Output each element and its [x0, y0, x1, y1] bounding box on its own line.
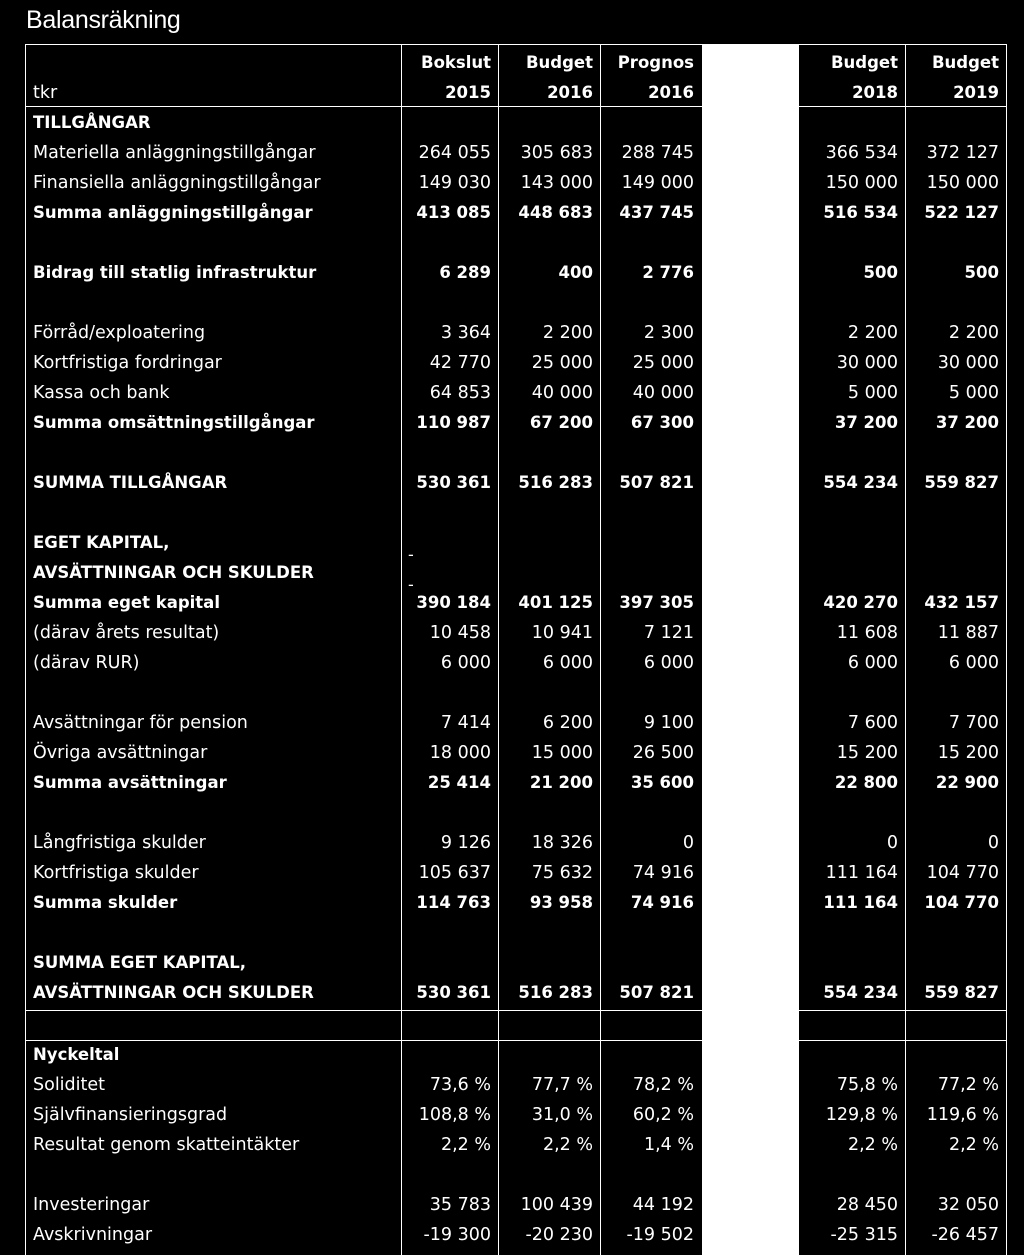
header-cell: Prognos	[617, 53, 694, 72]
table-row	[0, 828, 1024, 858]
value-cell: 149 030	[418, 173, 491, 193]
table-row	[0, 1070, 1024, 1100]
value-cell: 6 000	[847, 653, 898, 673]
table-row	[0, 1130, 1024, 1160]
value-cell: 40 000	[632, 383, 694, 403]
value-cell: -26 457	[931, 1225, 999, 1245]
value-cell: 44 192	[632, 1195, 694, 1215]
value-cell: 559 827	[924, 983, 999, 1002]
value-cell: 413 085	[416, 203, 491, 222]
dash-mark: -	[408, 545, 414, 564]
value-cell: -19 300	[423, 1225, 491, 1245]
value-cell: 2,2 %	[440, 1135, 491, 1155]
value-cell: 7 121	[643, 623, 694, 643]
value-cell: 108,8 %	[418, 1105, 491, 1125]
header-cell: Budget	[830, 53, 898, 72]
table-row	[0, 888, 1024, 918]
section-divider	[25, 1010, 1007, 1011]
value-cell: 37 200	[834, 413, 898, 432]
value-cell: 150 000	[926, 173, 999, 193]
value-cell: 9 126	[440, 833, 491, 853]
row-label: Summa eget kapital	[33, 593, 220, 612]
value-cell: 2,2 %	[542, 1135, 593, 1155]
value-cell: 22 900	[935, 773, 999, 792]
value-cell: 149 000	[621, 173, 694, 193]
value-cell: 7 700	[948, 713, 999, 733]
row-label: (därav årets resultat)	[33, 623, 220, 643]
row-label: Summa avsättningar	[33, 773, 227, 792]
value-cell: 75 632	[531, 863, 593, 883]
header-cell: Bokslut	[421, 53, 491, 72]
row-label: Kortfristiga fordringar	[33, 353, 222, 373]
row-label: TILLGÅNGAR	[33, 113, 151, 132]
value-cell: 15 000	[531, 743, 593, 763]
table-row	[0, 378, 1024, 408]
value-cell: 100 439	[520, 1195, 593, 1215]
page-title: Balansräkning	[26, 6, 181, 34]
table-row	[0, 588, 1024, 618]
header-cell: Budget	[525, 53, 593, 72]
value-cell: 2 300	[643, 323, 694, 343]
row-label: AVSÄTTNINGAR OCH SKULDER	[33, 563, 314, 582]
value-cell: 25 414	[427, 773, 491, 792]
value-cell: 30 000	[836, 353, 898, 373]
row-label: EGET KAPITAL,	[33, 533, 170, 552]
value-cell: 32 050	[937, 1195, 999, 1215]
table-row	[0, 108, 1024, 138]
header-cell: 2019	[953, 83, 999, 102]
value-cell: 372 127	[926, 143, 999, 163]
value-cell: 0	[886, 833, 898, 853]
value-cell: 119,6 %	[926, 1105, 999, 1125]
row-label: Självfinansieringsgrad	[33, 1105, 228, 1125]
table-row	[0, 348, 1024, 378]
table-row	[0, 1190, 1024, 1220]
value-cell: -19 502	[626, 1225, 694, 1245]
value-cell: 64 853	[429, 383, 491, 403]
value-cell: 7 414	[440, 713, 491, 733]
value-cell: 129,8 %	[825, 1105, 898, 1125]
table-row	[0, 138, 1024, 168]
value-cell: 26 500	[632, 743, 694, 763]
value-cell: 111 164	[825, 863, 898, 883]
header-cell: 2016	[648, 83, 694, 102]
value-cell: 74 916	[630, 893, 694, 912]
value-cell: 559 827	[924, 473, 999, 492]
table-row	[0, 978, 1024, 1008]
value-cell: 420 270	[823, 593, 898, 612]
value-cell: -25 315	[830, 1225, 898, 1245]
value-cell: 67 300	[630, 413, 694, 432]
header-row-type	[0, 48, 1024, 78]
value-cell: 6 000	[948, 653, 999, 673]
row-label: Långfristiga skulder	[33, 833, 206, 853]
value-cell: 18 326	[531, 833, 593, 853]
value-cell: 105 637	[418, 863, 491, 883]
value-cell: 15 200	[937, 743, 999, 763]
table-row	[0, 618, 1024, 648]
value-cell: 264 055	[418, 143, 491, 163]
row-label: Resultat genom skatteintäkter	[33, 1135, 300, 1155]
row-label: Avsättningar för pension	[33, 713, 248, 733]
row-label: Avskrivningar	[33, 1225, 153, 1245]
table-row	[0, 768, 1024, 798]
value-cell: 516 283	[518, 983, 593, 1002]
row-label: Summa anläggningstillgångar	[33, 203, 313, 222]
value-cell: 35 600	[630, 773, 694, 792]
value-cell: 2 776	[642, 263, 694, 282]
value-cell: 25 000	[531, 353, 593, 373]
value-cell: 390 184	[416, 593, 491, 612]
value-cell: 60,2 %	[632, 1105, 694, 1125]
value-cell: 397 305	[619, 593, 694, 612]
value-cell: 6 200	[542, 713, 593, 733]
value-cell: 18 000	[429, 743, 491, 763]
value-cell: 73,6 %	[429, 1075, 491, 1095]
value-cell: 401 125	[518, 593, 593, 612]
value-cell: 448 683	[518, 203, 593, 222]
header-cell: 2015	[445, 83, 491, 102]
value-cell: 111 164	[823, 893, 898, 912]
table-row	[0, 408, 1024, 438]
value-cell: 10 941	[531, 623, 593, 643]
header-cell: Budget	[931, 53, 999, 72]
value-cell: 150 000	[825, 173, 898, 193]
table-row	[0, 948, 1024, 978]
value-cell: 500	[863, 263, 898, 282]
value-cell: 75,8 %	[836, 1075, 898, 1095]
row-label: Övriga avsättningar	[33, 743, 208, 763]
value-cell: 530 361	[416, 983, 491, 1002]
value-cell: 104 770	[924, 893, 999, 912]
value-cell: 516 534	[823, 203, 898, 222]
row-label: (därav RUR)	[33, 653, 140, 673]
value-cell: 37 200	[935, 413, 999, 432]
value-cell: -20 230	[525, 1225, 593, 1245]
value-cell: 530 361	[416, 473, 491, 492]
value-cell: 143 000	[520, 173, 593, 193]
table-row	[0, 648, 1024, 678]
row-label: Kortfristiga skulder	[33, 863, 199, 883]
table-row	[0, 528, 1024, 564]
value-cell: 74 916	[632, 863, 694, 883]
value-cell: 114 763	[416, 893, 491, 912]
row-label: Nyckeltal	[33, 1045, 120, 1064]
header-cell: 2016	[547, 83, 593, 102]
value-cell: 104 770	[926, 863, 999, 883]
table-row	[0, 318, 1024, 348]
value-cell: 77,2 %	[937, 1075, 999, 1095]
value-cell: 40 000	[531, 383, 593, 403]
value-cell: 35 783	[429, 1195, 491, 1215]
value-cell: 554 234	[823, 983, 898, 1002]
row-label: Summa omsättningstillgångar	[33, 413, 315, 432]
value-cell: 78,2 %	[632, 1075, 694, 1095]
row-label: Bidrag till statlig infrastruktur	[33, 263, 317, 282]
value-cell: 5 000	[847, 383, 898, 403]
value-cell: 25 000	[632, 353, 694, 373]
value-cell: 507 821	[619, 473, 694, 492]
value-cell: 6 000	[542, 653, 593, 673]
row-label: Investeringar	[33, 1195, 150, 1215]
value-cell: 6 000	[440, 653, 491, 673]
value-cell: 42 770	[429, 353, 491, 373]
value-cell: 10 458	[429, 623, 491, 643]
value-cell: 110 987	[416, 413, 491, 432]
row-label: AVSÄTTNINGAR OCH SKULDER	[33, 983, 314, 1002]
table-row	[0, 468, 1024, 498]
value-cell: 2 200	[847, 323, 898, 343]
row-label: Summa skulder	[33, 893, 178, 912]
dash-mark: -	[408, 575, 414, 594]
value-cell: 432 157	[924, 593, 999, 612]
value-cell: 500	[964, 263, 999, 282]
value-cell: 516 283	[518, 473, 593, 492]
value-cell: 11 887	[937, 623, 999, 643]
value-cell: 7 600	[847, 713, 898, 733]
table-row	[0, 258, 1024, 288]
value-cell: 93 958	[529, 893, 593, 912]
table-row	[0, 858, 1024, 888]
value-cell: 507 821	[619, 983, 694, 1002]
table-row	[0, 708, 1024, 738]
value-cell: 3 364	[440, 323, 491, 343]
table-row	[0, 168, 1024, 198]
value-cell: 6 289	[439, 263, 491, 282]
value-cell: 67 200	[529, 413, 593, 432]
value-cell: 522 127	[924, 203, 999, 222]
value-cell: 554 234	[823, 473, 898, 492]
value-cell: 288 745	[621, 143, 694, 163]
value-cell: 0	[987, 833, 999, 853]
header-row-year	[0, 78, 1024, 108]
value-cell: 1,4 %	[643, 1135, 694, 1155]
value-cell: 77,7 %	[531, 1075, 593, 1095]
header-cell: 2018	[852, 83, 898, 102]
value-cell: 366 534	[825, 143, 898, 163]
row-label: Soliditet	[33, 1075, 105, 1095]
row-label: SUMMA EGET KAPITAL,	[33, 953, 247, 972]
value-cell: 9 100	[643, 713, 694, 733]
unit-label: tkr	[33, 83, 58, 103]
row-label: Förråd/exploatering	[33, 323, 206, 343]
value-cell: 437 745	[619, 203, 694, 222]
value-cell: 6 000	[643, 653, 694, 673]
value-cell: 30 000	[937, 353, 999, 373]
value-cell: 31,0 %	[531, 1105, 593, 1125]
table-row	[0, 198, 1024, 228]
row-label: Kassa och bank	[33, 383, 170, 403]
value-cell: 2,2 %	[948, 1135, 999, 1155]
table-row	[0, 558, 1024, 594]
value-cell: 2 200	[542, 323, 593, 343]
value-cell: 15 200	[836, 743, 898, 763]
value-cell: 305 683	[520, 143, 593, 163]
table-row	[0, 1220, 1024, 1250]
value-cell: 2 200	[948, 323, 999, 343]
row-label: Finansiella anläggningstillgångar	[33, 173, 321, 193]
table-row	[0, 738, 1024, 768]
value-cell: 21 200	[529, 773, 593, 792]
value-cell: 22 800	[834, 773, 898, 792]
row-label: SUMMA TILLGÅNGAR	[33, 473, 228, 492]
value-cell: 5 000	[948, 383, 999, 403]
value-cell: 2,2 %	[847, 1135, 898, 1155]
table-row	[0, 1100, 1024, 1130]
row-label: Materiella anläggningstillgångar	[33, 143, 316, 163]
value-cell: 400	[558, 263, 593, 282]
value-cell: 0	[682, 833, 694, 853]
table-row	[0, 1040, 1024, 1070]
value-cell: 28 450	[836, 1195, 898, 1215]
value-cell: 11 608	[836, 623, 898, 643]
